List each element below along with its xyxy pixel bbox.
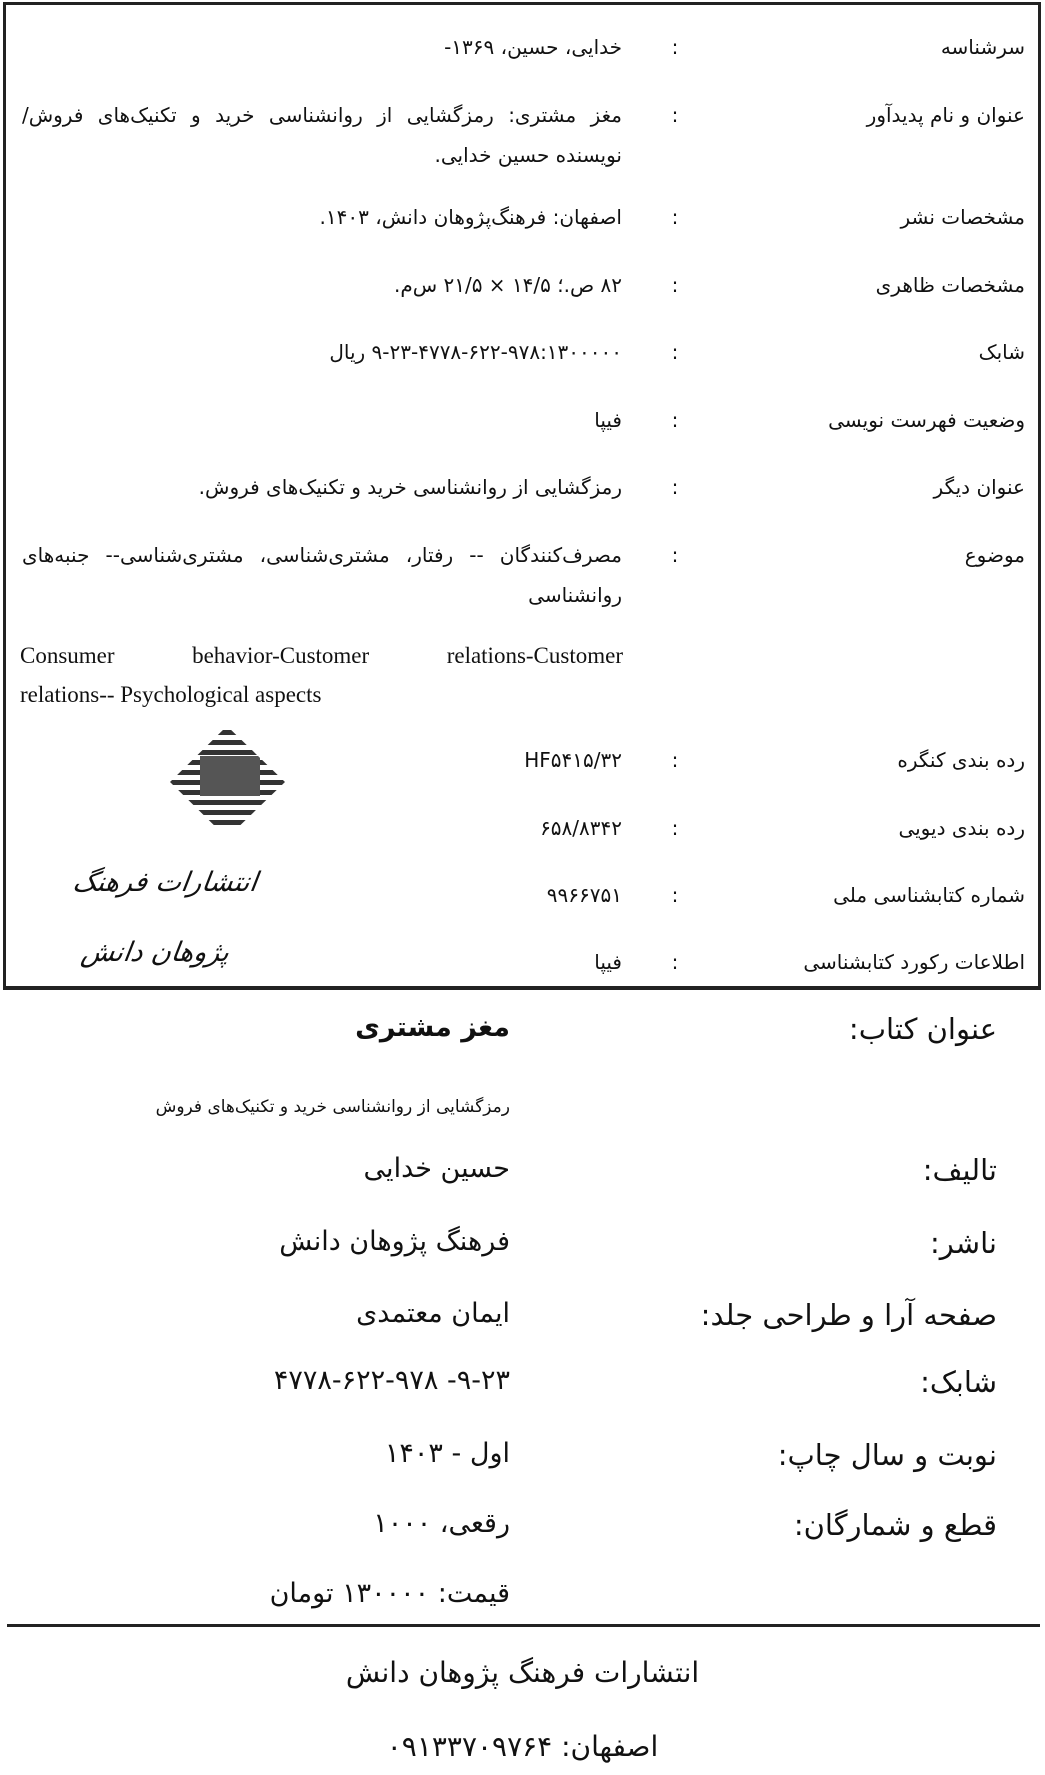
colon: : [671, 35, 679, 59]
book-label: صفحه آرا و طراحی جلد: [700, 1298, 997, 1332]
book-value: اول - ۱۴۰۳ [384, 1438, 510, 1469]
catalog-value: ۸۲ ص.؛ ۱۴/۵ × ۲۱/۵ س‌م. [393, 273, 622, 297]
catalog-value: مغز مشتری: رمزگشایی از روانشناسی خرید و تکنیک‌های فروش/ نویسنده حسین خدایی. [22, 103, 622, 167]
catalog-label: عنوان دیگر [933, 475, 1025, 499]
catalog-value: فیپا [594, 950, 622, 974]
catalog-value: رمزگشایی از روانشناسی خرید و تکنیک‌های فروش. [198, 475, 622, 499]
book-label: شابک: [920, 1365, 997, 1399]
book-label: قطع و شمارگان: [793, 1508, 997, 1542]
catalog-value: ۹-۲۳-۴۷۷۸-۶۲۲-۹۷۸:۱۳۰۰۰۰۰ ریال [329, 340, 622, 364]
colon: : [671, 475, 679, 499]
book-title-label: عنوان کتاب: [848, 1012, 997, 1046]
catalog-label: سرشناسه [940, 35, 1025, 59]
divider [7, 1624, 1040, 1627]
catalog-value: فیپا [594, 408, 622, 432]
footer-publisher: انتشارات فرهنگ پژوهان دانش [345, 1656, 700, 1689]
book-value: فرهنگ پژوهان دانش [279, 1226, 510, 1257]
catalog-value: مصرف‌کنندگان -- رفتار، مشتری‌شناسی، مشتری‌شناسی-- جنبه‌های روانشناسی [22, 543, 622, 607]
catalog-value: ۹۹۶۶۷۵۱ [546, 883, 622, 907]
catalog-value: ۶۵۸/۸۳۴۲ [540, 816, 622, 840]
book-value: ایمان معتمدی [356, 1298, 510, 1329]
book-label: نوبت و سال چاپ: [777, 1438, 997, 1472]
colon: : [671, 273, 679, 297]
catalog-value: خدایی، حسین، ۱۳۶۹- [444, 35, 622, 59]
catalog-label: شماره کتابشناسی ملی [833, 883, 1025, 907]
colon: : [671, 103, 679, 127]
subject-english [20, 636, 623, 714]
book-label: تالیف: [922, 1153, 997, 1187]
catalog-label: رده بندی دیویی [898, 816, 1025, 840]
catalog-value: اصفهان: فرهنگ‌پژوهان دانش، ۱۴۰۳. [319, 205, 622, 229]
colon: : [671, 816, 679, 840]
colon: : [671, 543, 679, 567]
colon: : [671, 748, 679, 772]
catalog-value: HF۵۴۱۵/۳۲ [524, 748, 622, 772]
subject-english-line: Consumer behavior-Customer relations-Customer [20, 643, 623, 668]
catalog-label: رده بندی کنگره [897, 748, 1025, 772]
colon: : [671, 408, 679, 432]
colon: : [671, 950, 679, 974]
book-label: ناشر: [930, 1226, 997, 1260]
catalog-label: اطلاعات رکورد کتابشناسی [803, 950, 1025, 974]
catalog-label: وضعیت فهرست نویسی [828, 408, 1025, 432]
publisher-logo-text: انتشارات فرهنگ پژوهان دانش [70, 867, 260, 968]
catalog-label: مشخصات ظاهری [875, 273, 1025, 297]
subject-english-line: relations-- Psychological aspects [20, 682, 322, 707]
colon: : [671, 205, 679, 229]
colon: : [671, 883, 679, 907]
colon: : [671, 340, 679, 364]
catalog-label: مشخصات نشر [900, 205, 1025, 229]
book-value: ۹-۲۳- ۴۷۷۸-۶۲۲-۹۷۸ [273, 1365, 510, 1396]
catalog-label: شابک [978, 340, 1025, 364]
book-subtitle: رمزگشایی از روانشناسی خرید و تکنیک‌های فروش [155, 1097, 510, 1117]
catalog-label: عنوان و نام پدیدآور [866, 103, 1025, 127]
book-title: مغز مشتری [355, 1012, 510, 1043]
book-value: رقعی، ۱۰۰۰ [373, 1508, 510, 1539]
catalog-label: موضوع [964, 543, 1025, 567]
book-value: حسین خدایی [363, 1153, 510, 1184]
footer-contact: اصفهان: ۰۹۱۳۳۷۰۹۷۶۴ [386, 1730, 659, 1763]
publisher-logo-icon [170, 726, 285, 838]
price: قیمت: ۱۳۰۰۰۰ تومان [269, 1578, 510, 1609]
